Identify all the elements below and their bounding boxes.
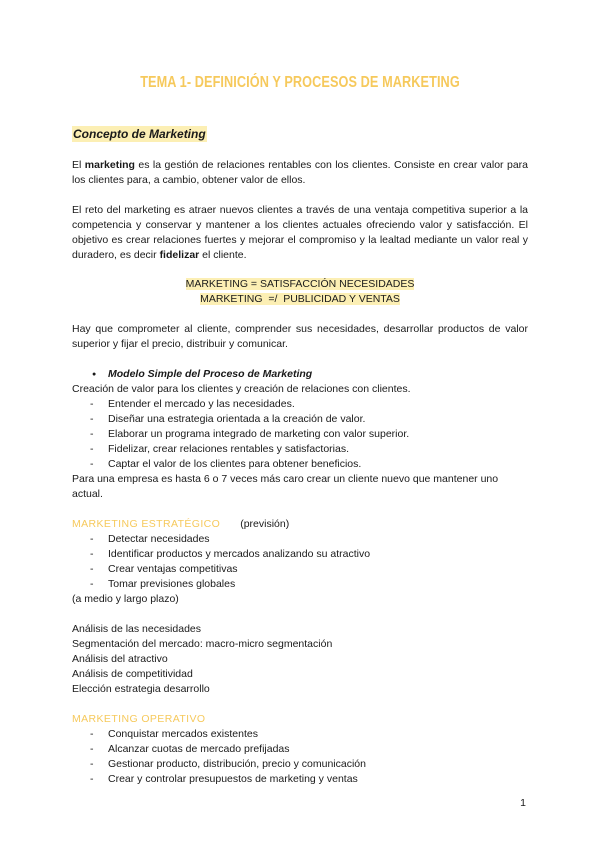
list-item: - Crear ventajas competitivas [72,562,528,577]
concept-heading: Concepto de Marketing [73,127,206,141]
operative-heading-row [72,712,528,727]
list-item: - Alcanzar cuotas de mercado prefijadas [72,742,528,757]
paragraph-definition [72,158,528,188]
p1-bold: marketing [84,159,135,171]
formula-line-2: MARKETING =/ PUBLICIDAD Y VENTAS [200,293,400,305]
list-item: - Captar el valor de los clientes para obtener beneficios. [72,457,528,472]
formula-block [72,277,528,307]
p2-bold: fidelizar [159,249,200,261]
list-item: - Fidelizar, crear relaciones rentables y satisfactorias. [72,442,528,457]
formula-line-1: MARKETING = SATISFACCIÓN NECESIDADES [185,278,415,290]
analysis-line: Análisis de competitividad [72,668,193,680]
list-item: - Crear y controlar presupuestos de marketing y ventas [72,772,528,787]
strategic-note: (previsión) [240,518,290,530]
page-number: 1 [520,797,526,809]
strategic-term: (a medio y largo plazo) [72,593,179,605]
analysis-line: Elección estrategia desarrollo [72,683,210,695]
p2-post: el cliente. [199,249,247,261]
p1-pre: El [72,159,85,171]
list-item: - Tomar previsiones globales [72,577,528,592]
model-list [72,397,528,472]
document-body [72,126,528,787]
list-item: - Gestionar producto, distribución, precio y comunicación [72,757,528,772]
concept-heading-row [72,126,528,143]
model-intro: Creación de valor para los clientes y creación de relaciones con clientes. [72,383,411,395]
list-item: - Conquistar mercados existentes [72,727,528,742]
operative-label: MARKETING OPERATIVO [72,713,206,725]
list-item: - Elaborar un programa integrado de marketing con valor superior. [72,427,528,442]
p2-pre: El reto del marketing es atraer nuevos clientes a través de una ventaja competitiva superior a la competencia y conservar y mantener a los clientes actuales ofreciendo valor y satisfacción. El objetivo es crear relaciones fuertes y mejorar el compromiso y la lealtad mediante un valor real y duradero, es decir [72,204,528,261]
paragraph-commitment: Hay que comprometer al cliente, comprender sus necesidades, desarrollar productos de valor superior y fijar el precio, distribuir y comunicar. [72,323,528,350]
operative-list [72,727,528,787]
list-item: - Identificar productos y mercados analizando su atractivo [72,547,528,562]
strategic-list [72,532,528,592]
analysis-line: Análisis del atractivo [72,653,168,665]
p1-post: es la gestión de relaciones rentables con los clientes. Consiste en crear valor para los clientes para, a cambio, obtener valor de ellos. [72,159,528,186]
strategic-heading-row [72,517,528,532]
document-title: TEMA 1- DEFINICIÓN Y PROCESOS DE MARKETING [140,74,460,91]
analysis-list [72,622,528,697]
model-heading: ● Modelo Simple del Proceso de Marketing [72,367,528,382]
strategic-label: MARKETING ESTRATÉGICO [72,518,221,530]
list-item: - Detectar necesidades [72,532,528,547]
list-item: - Entender el mercado y las necesidades. [72,397,528,412]
analysis-line: Análisis de las necesidades [72,623,201,635]
paragraph-challenge [72,203,528,263]
model-note: Para una empresa es hasta 6 o 7 veces más caro crear un cliente nuevo que mantener uno actual. [72,473,499,500]
list-item: - Diseñar una estrategia orientada a la creación de valor. [72,412,528,427]
analysis-line: Segmentación del mercado: macro-micro segmentación [72,638,333,650]
